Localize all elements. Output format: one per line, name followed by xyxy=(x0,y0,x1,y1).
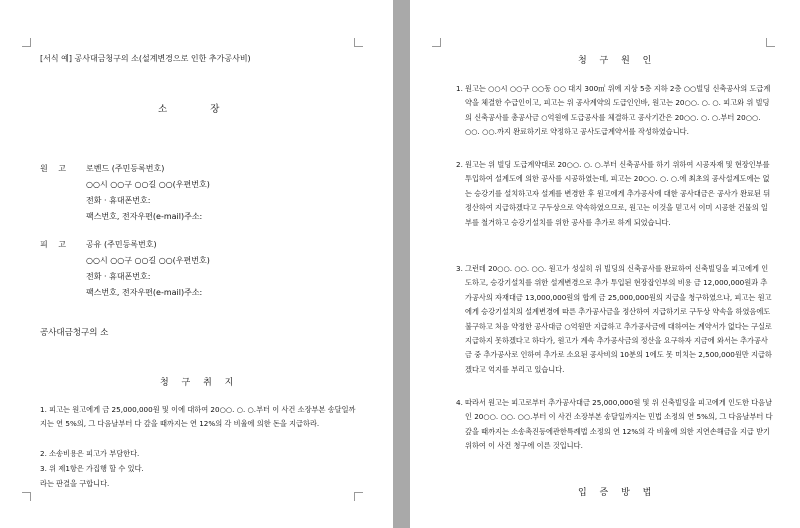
cause-heading: 청 구 원 인 xyxy=(578,56,657,66)
cause-paragraph: 4. 따라서 원고는 피고로부터 추가공사대금 25,000,000원 및 위 신축빌딩을 피고에게 인도한 다음날인 20○○. ○○. ○○.부터 이 사건 소장부본 송달일까지는 민법 소정의 연 5%의, 그 다음날부터 다 갚을 때까지는 소송촉진등에관한특례법 소정의 연 12%의 각 비율에 의한 지연손해금을 지급 받기 위하여 이 사건 청구에 이른 것입니다. xyxy=(456,398,773,451)
closing-statement: 라는 판결을 구합니다. xyxy=(40,479,110,488)
defendant-phone: 전화 · 휴대폰번호: xyxy=(86,272,151,281)
purpose-item: 1. 피고는 원고에게 금 25,000,000원 및 이에 대하여 20○○. ○. ○.부터 이 사건 소장부본 송달일까지는 연 5%의, 그 다음날부터 다 갚을 때까지는 연 12%의 각 비율에 의한 돈을 지급하라. xyxy=(40,405,356,429)
left-page xyxy=(0,0,393,528)
plaintiff-phone: 전화 · 휴대폰번호: xyxy=(86,196,151,205)
defendant-address: ○○시 ○○구 ○○길 ○○(우편번호) xyxy=(86,256,210,265)
margin-corner-mark xyxy=(766,38,775,47)
defendant-label: 피 고 xyxy=(40,240,70,249)
margin-corner-mark xyxy=(354,38,363,47)
margin-corner-mark xyxy=(22,492,31,501)
form-header: [서식 예] 공사대금청구의 소(설계변경으로 인한 추가공사비) xyxy=(40,54,251,63)
case-name: 공사대금청구의 소 xyxy=(40,328,109,338)
cause-paragraph: 2. 원고는 위 빌딩 도급계약대로 20○○. ○. ○.부터 신축공사를 하기 위하여 시공자재 및 현장인부를 투입하여 설계도에 의한 공사를 시공하였는데, 피고는 20○○. ○. ○.에 최초의 공사설계도에는 없는 승강기를 설치하고자 설계를 변경한 후 원고에게 추가공사에 대한 공사대금은 공사가 완료된 뒤 정산하여 지급하겠다고 구두상으로 약속하였으므로, 원고는 이것을 믿고서 이미 시공한 건물의 일부를 철거하고 승강기설치를 위한 공사를 추가로 하게 되었습니다. xyxy=(456,160,771,227)
plaintiff-name: 로벤드 (주민등록번호) xyxy=(86,164,165,173)
plaintiff-label: 원 고 xyxy=(40,164,70,173)
cause-paragraph: 1. 원고는 ○○시 ○○구 ○○동 ○○ 대지 300㎡ 위에 지상 5층 지하 2층 ○○빌딩 신축공사의 도급계약을 체결한 수급인이고, 피고는 위 공사계약의 도급인인바, 원고는 20○○. ○. ○. 피고와 위 빌딩의 신축공사를 총공사금 ○억원에 도급공사를 체결하고 공사기간은 20○○. ○. ○.부터 20○○. ○○. ○○.까지 완료하기로 약정하고 공사도급계약서를 작성하였습니다. xyxy=(456,84,771,137)
cause-paragraph: 3. 그런데 20○○. ○○. ○○. 원고가 성실히 위 빌딩의 신축공사를 완료하여 신축빌딩을 피고에게 인도하고, 승강기설치를 위한 설계변경으로 추가 투입된 현장잡인부의 비용 금 12,000,000원과 추가공사의 자재대금 13,000,000원의 합계 금 25,000,000원의 지급을 청구하였으나, 피고는 원고에게 승강기설치의 설계변경에 따른 추가공사금을 정산하여 지급하기로 구두상 약속을 하였음에도 불구하고 처음 약정한 공사대금 ○억원만 지급하고 추가공사금에 대하여는 계약서가 없다는 구실로 지급하지 못하겠다고 하다가, 원고가 계속 추가공사금의 정산을 요구하자 지금에 와서는 추가공사금 중 추가공사로 인하여 추가로 소요된 공사비의 10분의 1에도 못 미치는 2,500,000원만 지급하겠다고 억지를 부리고 있습니다. xyxy=(456,264,772,374)
evidence-heading: 입 증 방 법 xyxy=(578,488,657,498)
right-page xyxy=(410,0,800,528)
defendant-name: 공유 (주민등록번호) xyxy=(86,240,157,249)
plaintiff-fax: 팩스번호, 전자우편(e-mail)주소: xyxy=(86,212,203,221)
purpose-item: 3. 위 제1항은 가집행 할 수 있다. xyxy=(40,464,144,473)
doc-title: 소 장 xyxy=(158,104,240,115)
plaintiff-address: ○○시 ○○구 ○○길 ○○(우편번호) xyxy=(86,180,210,189)
margin-corner-mark xyxy=(22,38,31,47)
purpose-heading: 청 구 취 지 xyxy=(160,378,239,388)
margin-corner-mark xyxy=(354,492,363,501)
page-gutter xyxy=(393,0,410,528)
purpose-item: 2. 소송비용은 피고가 부담한다. xyxy=(40,449,140,458)
margin-corner-mark xyxy=(432,38,441,47)
defendant-fax: 팩스번호, 전자우편(e-mail)주소: xyxy=(86,288,203,297)
